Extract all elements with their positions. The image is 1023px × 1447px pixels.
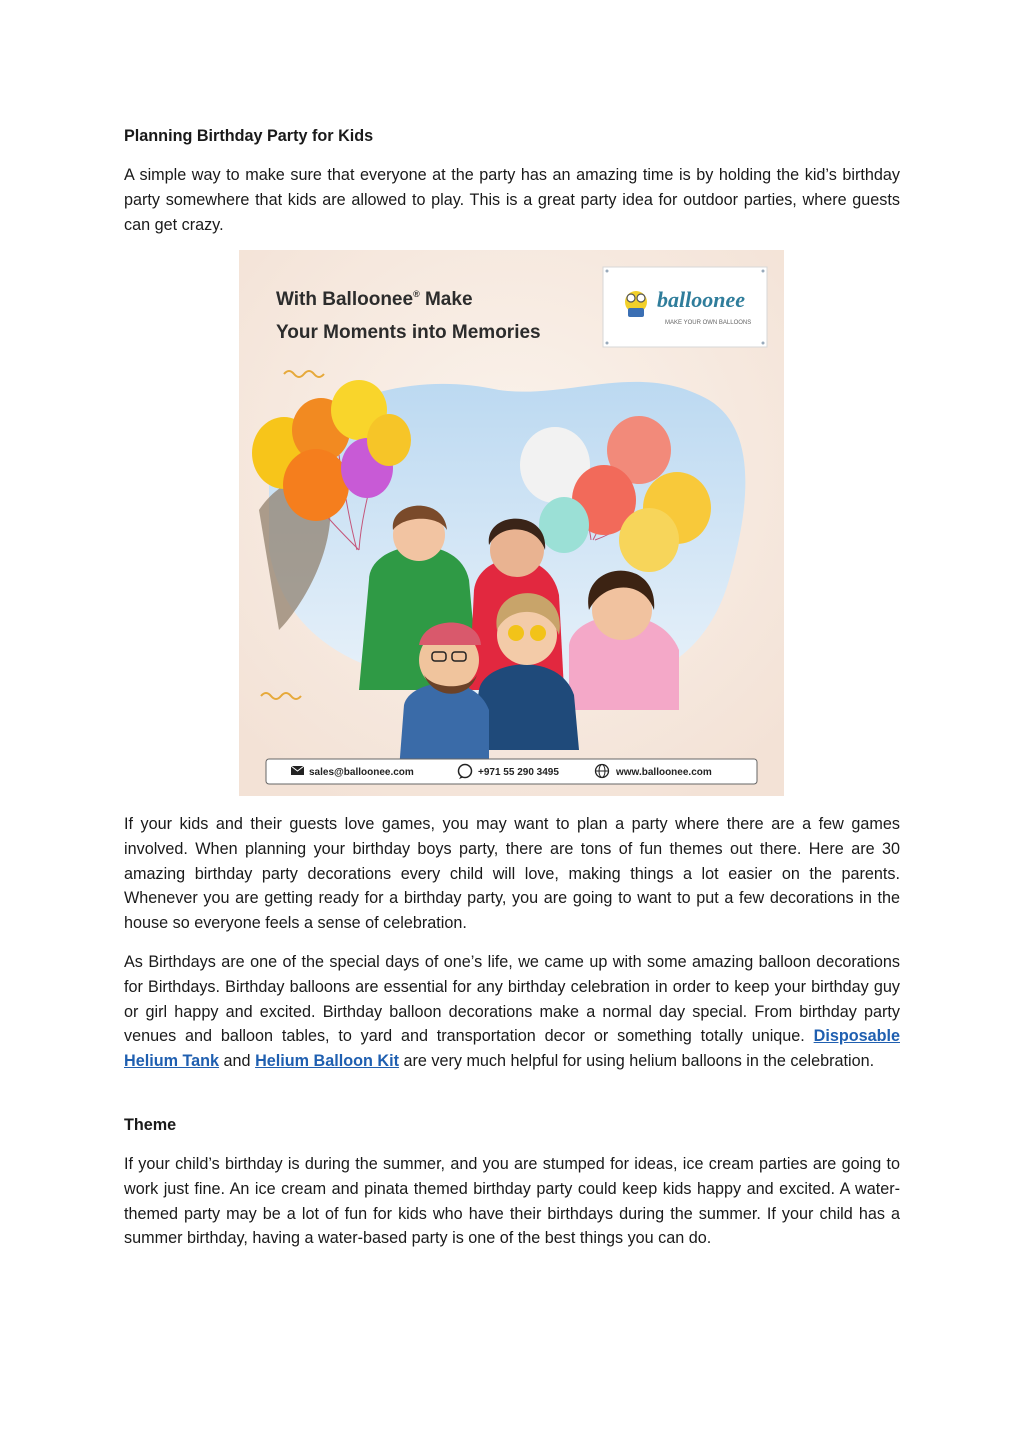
theme-paragraph: If your child’s birthday is during the summer, and you are stumped for ideas, ice cream parties are going to work just fine. An ice cream and pinata themed birthday party could keep kids happy and excited. A water-themed party may be a lot of fun for kids who have their birthdays during the summer. If your child has a summer birthday, having a water-based party is one of the best things you can do. (124, 1155, 900, 1248)
balloon-paragraph (124, 950, 900, 1074)
contact-phone: +971 55 290 3495 (478, 767, 559, 778)
disposable-helium-tank-link[interactable]: Disposable Helium Tank (124, 1027, 900, 1071)
balloon-paragraph-and: and (219, 1052, 256, 1071)
contact-website: www.balloonee.com (616, 767, 712, 778)
intro-paragraph: A simple way to make sure that everyone at the party has an amazing time is by holding the kid’s birthday party somewhere that kids are allowed to play. This is a great party idea for outdoor parties, where guests can get crazy. (124, 166, 900, 234)
logo-text: balloonee (657, 287, 745, 312)
banner-headline-1: With Balloonee (276, 289, 414, 310)
banner-headline-2: Your Moments into Memories (276, 322, 541, 343)
registered-mark: ® (413, 289, 420, 299)
mail-icon (291, 766, 304, 775)
contact-email: sales@balloonee.com (309, 767, 414, 778)
banner-headline-1-end: Make (419, 289, 473, 310)
helium-balloon-kit-link[interactable]: Helium Balloon Kit (255, 1052, 399, 1071)
logo-tagline: MAKE YOUR OWN BALLOONS (665, 320, 752, 326)
balloon-paragraph-end: are very much helpful for using helium balloons in the celebration. (398, 1052, 875, 1071)
svg-text:With Balloonee® Make (276, 289, 473, 310)
promo-banner-image (239, 250, 784, 796)
balloon-paragraph-text: As Birthdays are one of the special days of one’s life, we came up with some amazing balloon decorations for Birthdays. Birthday balloons are essential for any birthday celebration in order to keep your birthday guy or girl happy and excited. Birthday balloon decorations make a normal day special. From birthday party venues and balloon tables, to yard and transportation decor or something totally unique. (124, 953, 900, 1046)
balloonee-logo (603, 267, 767, 347)
contact-bar (266, 759, 757, 784)
theme-heading: Theme (124, 1116, 177, 1134)
page-title: Planning Birthday Party for Kids (124, 127, 374, 145)
games-paragraph: If your kids and their guests love games, you may want to plan a party where there are a few games involved. When planning your birthday boys party, there are tons of fun themes out there. Here are 30 amazing birthday party decorations every child will love, making things a lot easier on the parents. Whenever you are getting ready for a birthday party, you are going to want to put a few decorations in the house so everyone feels a sense of celebration. (124, 815, 900, 933)
